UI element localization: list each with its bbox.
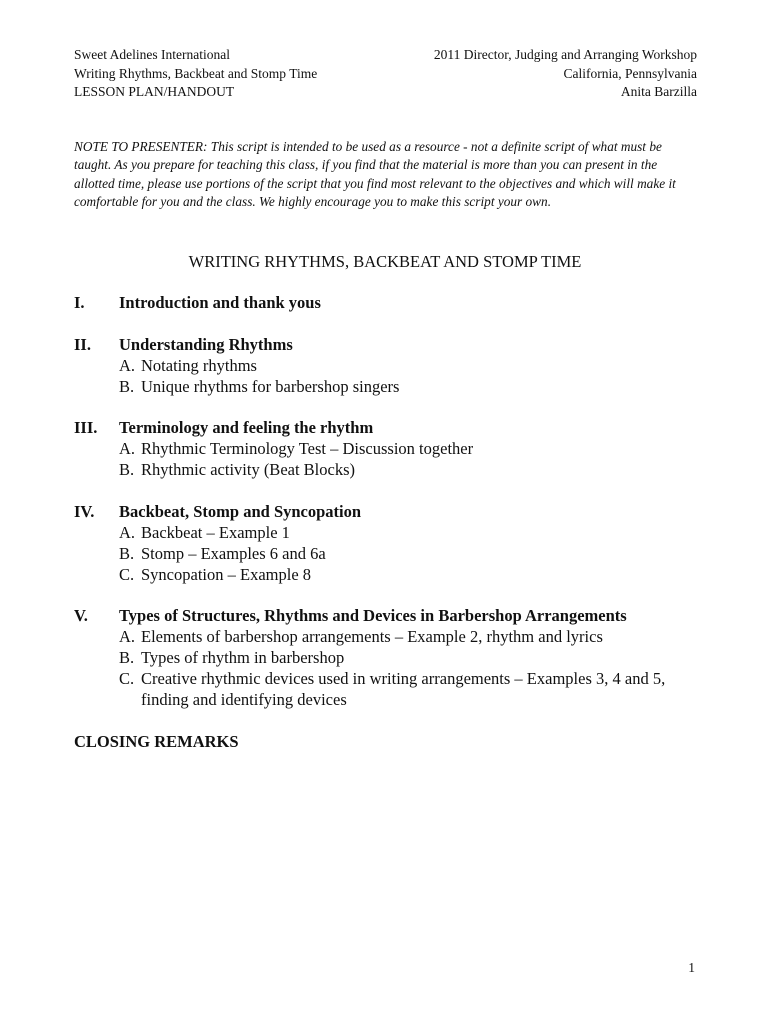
lesson-outline bbox=[74, 292, 699, 752]
outline-section bbox=[74, 292, 699, 313]
section-numeral: V. bbox=[74, 606, 88, 625]
section-heading-row bbox=[74, 334, 699, 355]
section-heading: Backbeat, Stomp and Syncopation bbox=[119, 501, 362, 521]
item-text: Creative rhythmic devices used in writing arrangements – Examples 3, 4 and 5, finding and identifying devices bbox=[141, 669, 666, 709]
section-heading-row bbox=[74, 292, 699, 313]
outline-section bbox=[74, 334, 699, 397]
outline-section bbox=[74, 605, 699, 710]
item-letter: A. bbox=[119, 355, 136, 375]
outline-item bbox=[119, 355, 699, 376]
header-organization: Sweet Adelines International bbox=[74, 47, 230, 62]
section-items bbox=[119, 522, 699, 585]
header-row bbox=[74, 83, 697, 102]
item-text: Unique rhythms for barbershop singers bbox=[141, 376, 400, 396]
item-letter: A. bbox=[119, 627, 136, 646]
section-items bbox=[119, 355, 699, 397]
outline-item bbox=[119, 376, 699, 397]
item-text: Backbeat – Example 1 bbox=[141, 522, 290, 542]
outline-item bbox=[119, 459, 699, 480]
section-heading: Understanding Rhythms bbox=[119, 334, 293, 354]
item-letter: B. bbox=[119, 648, 135, 667]
outline-item bbox=[119, 522, 699, 543]
closing-remarks: CLOSING REMARKS bbox=[74, 731, 239, 751]
section-heading: Introduction and thank yous bbox=[119, 293, 321, 312]
item-text: Rhythmic Terminology Test – Discussion together bbox=[141, 439, 474, 458]
header-document-type: LESSON PLAN/HANDOUT bbox=[74, 84, 235, 99]
outline-section bbox=[74, 417, 699, 480]
outline-item bbox=[119, 543, 699, 564]
outline-item bbox=[119, 438, 699, 459]
section-heading-row bbox=[74, 417, 699, 438]
item-text: Notating rhythms bbox=[141, 355, 257, 375]
document-title: WRITING RHYTHMS, BACKBEAT AND STOMP TIME bbox=[188, 252, 582, 271]
header-workshop: 2011 Director, Judging and Arranging Workshop bbox=[433, 47, 697, 62]
item-letter: B. bbox=[119, 543, 135, 563]
section-numeral: II. bbox=[74, 334, 91, 354]
presenter-note: NOTE TO PRESENTER: This script is intended to be used as a resource - not a definite script of what must be taught. As you prepare for teaching this class, if you find that the material is more than you can present in the allotted time, please use portions of the script that you find most relevant to the objectives and which will make it comfortable for you and the class. We highly encourage you to make this script your own. bbox=[74, 139, 676, 209]
outline-item bbox=[119, 668, 699, 710]
header-location: California, Pennsylvania bbox=[563, 65, 697, 81]
header-row bbox=[74, 65, 697, 84]
page-number: 1 bbox=[688, 960, 695, 975]
item-letter: C. bbox=[119, 564, 135, 584]
item-letter: C. bbox=[119, 669, 135, 688]
item-text: Rhythmic activity (Beat Blocks) bbox=[141, 460, 356, 479]
item-text: Elements of barbershop arrangements – Example 2, rhythm and lyrics bbox=[141, 627, 603, 646]
section-numeral: III. bbox=[74, 418, 98, 437]
section-heading: Terminology and feeling the rhythm bbox=[119, 418, 374, 437]
section-numeral: I. bbox=[74, 293, 85, 312]
item-text: Syncopation – Example 8 bbox=[141, 564, 312, 584]
section-items bbox=[119, 438, 699, 480]
section-items bbox=[119, 626, 699, 710]
section-heading: Types of Structures, Rhythms and Devices in Barbershop Arrangements bbox=[119, 606, 627, 625]
section-heading-row bbox=[74, 501, 699, 522]
outline-item bbox=[119, 564, 699, 585]
page-header bbox=[74, 46, 697, 102]
item-letter: A. bbox=[119, 522, 136, 542]
header-row bbox=[74, 46, 697, 65]
item-letter: B. bbox=[119, 376, 135, 396]
item-letter: A. bbox=[119, 439, 136, 458]
outline-section bbox=[74, 501, 699, 585]
outline-item bbox=[119, 647, 699, 668]
item-text: Types of rhythm in barbershop bbox=[141, 648, 345, 667]
section-numeral: IV. bbox=[74, 501, 95, 521]
outline-item bbox=[119, 626, 699, 647]
header-author: Anita Barzilla bbox=[620, 84, 697, 99]
item-letter: B. bbox=[119, 460, 135, 479]
section-heading-row bbox=[74, 605, 699, 626]
header-class-title: Writing Rhythms, Backbeat and Stomp Time bbox=[74, 65, 318, 81]
item-text: Stomp – Examples 6 and 6a bbox=[141, 543, 326, 563]
